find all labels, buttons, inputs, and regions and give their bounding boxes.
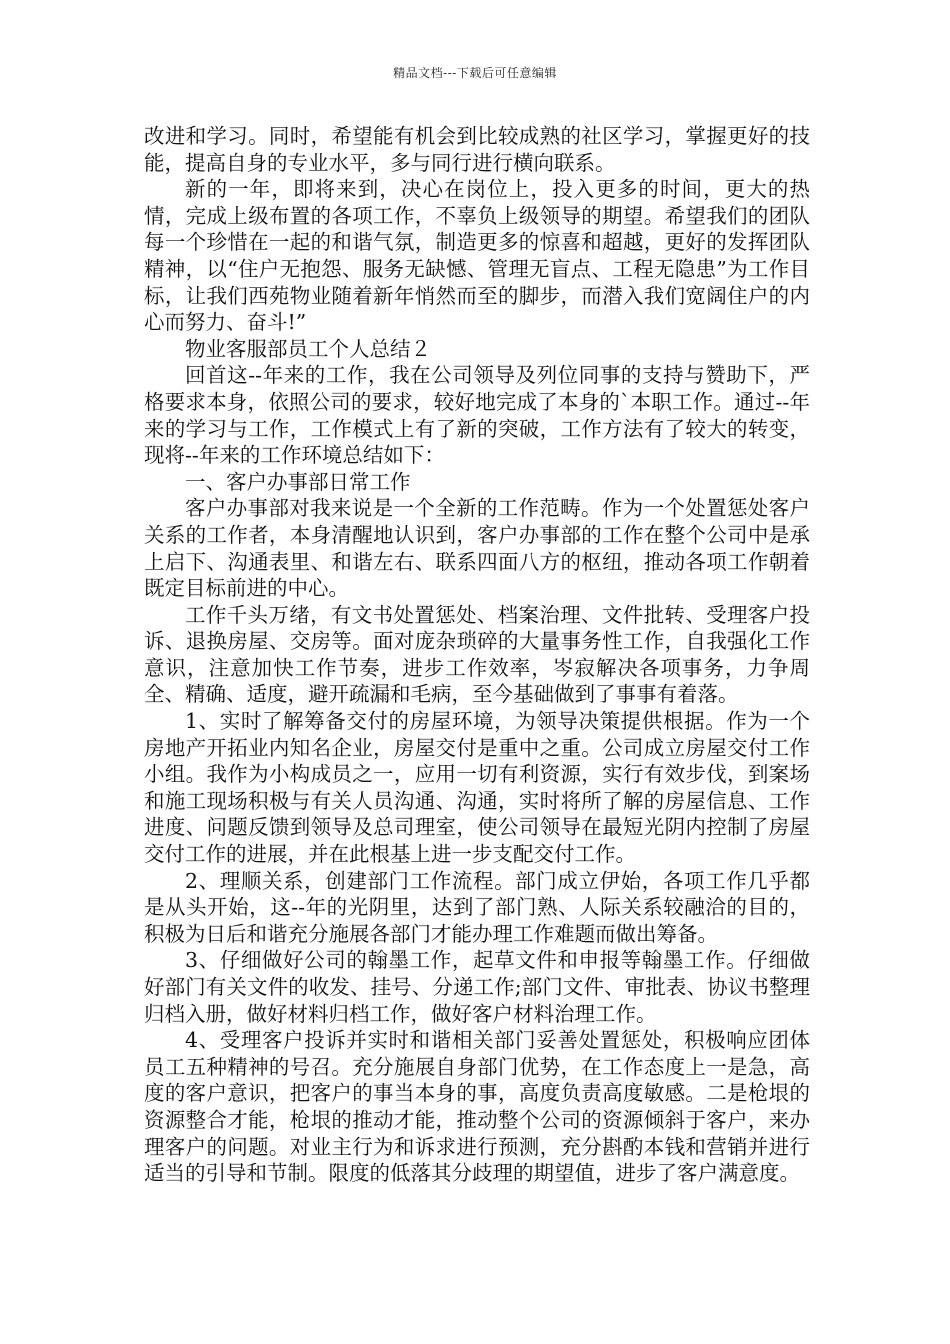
list-item-3: 3、仔细做好公司的翰墨工作，起草文件和申报等翰墨工作。仔细做好部门有关文件的收发、挂号、分递工作;部门文件、审批表、协议书整理归档入册，做好材料归档工作，做好客户材料治理工作。 — [144, 948, 810, 1026]
list-item-1: 1、实时了解筹备交付的房屋环境，为领导决策提供根据。作为一个房地产开拓业内知名企业，房屋交付是重中之重。公司成立房屋交付工作小组。我作为小构成员之一，应用一切有利资源，实行有效步伐，到案场和施工现场积极与有关人员沟通、沟通，实时将所了解的房屋信息、工作进度、问题反馈到领导及总司理室，使公司领导在最短光阴内控制了房屋交付工作的进展，并在此根基上进一步支配交付工作。 — [144, 709, 810, 867]
paragraph-4: 客户办事部对我来说是一个全新的工作范畴。作为一个处置惩处客户关系的工作者，本身清醒地认识到，客户办事部的工作在整个公司中是承上启下、沟通表里、和谐左右、联系四面八方的枢纽，推动各项工作朝着既定目标前进的中心。 — [144, 496, 810, 601]
list-item-4: 4、受理客户投诉并实时和谐相关部门妥善处置惩处，积极响应团体员工五种精神的号召。充分施展自身部门优势，在工作态度上一是急，高度的客户意识，把客户的事当本身的事，高度负责高度敏感。二是枪垠的资源整合才能，枪垠的推动才能，推动整个公司的资源倾斜于客户，来办理客户的问题。对业主行为和诉求进行预测，充分斟酌本钱和营销并进行适当的引导和节制。限度的低落其分歧理的期望值，进步了客户满意度。 — [144, 1028, 810, 1186]
paragraph-2: 新的一年，即将来到，决心在岗位上，投入更多的时间，更大的热情，完成上级布置的各项工作，不辜负上级领导的期望。希望我们的团队每一个珍惜在一起的和谐气氛，制造更多的惊喜和超越，更好的发挥团队精神，以“住户无抱怨、服务无缺憾、管理无盲点、工程无隐患”为工作目标，让我们西苑物业随着新年悄然而至的脚步，而潜入我们宽阔住户的内心而努力、奋斗!” — [144, 177, 810, 335]
paragraph-5: 工作千头万绪，有文书处置惩处、档案治理、文件批转、受理客户投诉、退换房屋、交房等。面对庞杂琐碎的大量事务性工作，自我强化工作意识，注意加快工作节奏，进步工作效率，岑寂解决各项事务，力争周全、精确、适度，避开疏漏和毛病，至今基础做到了事事有着落。 — [144, 602, 810, 707]
section-title: 物业客服部员工个人总结２ — [185, 336, 431, 361]
page-header: 精品文档---下载后可任意编辑 — [393, 66, 557, 80]
document-body — [144, 123, 810, 1187]
section-heading-1: 一、客户办事部日常工作 — [185, 469, 411, 494]
paragraph-3: 回首这--年来的工作，我在公司领导及列位同事的支持与赞助下，严格要求本身，依照公司的要求，较好地完成了本身的`本职工作。通过--年来的学习与工作，工作模式上有了新的突破，工作方法有了较大的转变，现将--年来的工作环境总结如下： — [144, 363, 810, 468]
list-item-2: 2、理顺关系，创建部门工作流程。部门成立伊始，各项工作几乎都是从头开始，这--年的光阴里，达到了部门熟、人际关系较融洽的目的，积极为日后和谐充分施展各部门才能办理工作难题而做出筹备。 — [144, 868, 810, 946]
paragraph-1: 改进和学习。同时，希望能有机会到比较成熟的社区学习，掌握更好的技能，提高自身的专业水平，多与同行进行横向联系。 — [144, 124, 810, 175]
